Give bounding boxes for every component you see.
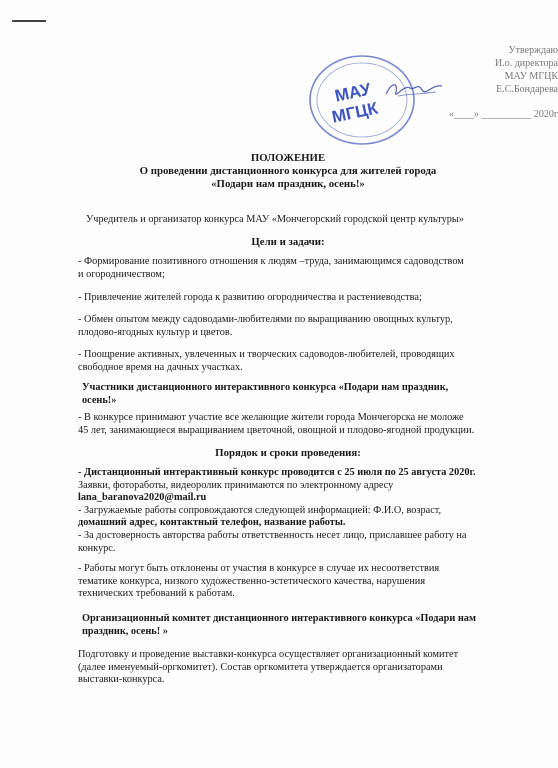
reject-line: тематике конкурса, низкого художественно-эстетического качества, нарушения — [78, 575, 426, 587]
order-line: конкурс. — [78, 542, 116, 554]
order-line: - Дистанционный интерактивный конкурс проводится с 25 июля по 25 августа 2020г. — [78, 467, 476, 478]
committee-text — [78, 649, 498, 687]
reject-line: технических требований к работам. — [78, 588, 235, 600]
goal-line: плодово-ягодных культур и цветов. — [78, 326, 233, 338]
goal-item — [78, 314, 498, 339]
committee-heading-line: праздник, осень! » — [82, 625, 168, 637]
contest-name: «Подари нам праздник, осень!» — [211, 178, 365, 190]
email-link[interactable]: lana_baranova2020@mail.ru — [78, 492, 207, 504]
goals-heading: Цели и задачи: — [251, 236, 325, 248]
founder-line: Учредитель и организатор конкурса МАУ «Мончегорский городской центр культуры» — [86, 214, 464, 225]
order-text — [78, 467, 498, 555]
order-line: - За достоверность авторства работы ответственность несет лицо, приславшее работу на — [78, 529, 467, 541]
approval-line: Утверждаю — [508, 45, 558, 56]
participants-heading — [82, 382, 502, 407]
goal-item — [78, 292, 498, 305]
participants-heading-line: Участники дистанционного интерактивного конкурса «Подари нам праздник, — [82, 382, 449, 393]
goal-item — [78, 349, 498, 374]
approval-block — [430, 44, 558, 121]
order-line: - Загружаемые работы сопровождаются следующей информацией: Ф.И.О, возраст, — [78, 504, 442, 516]
committee-line: Подготовку и проведение выставки-конкурса осуществляет организационный комитет — [78, 649, 459, 660]
scan-mark — [12, 20, 46, 22]
reject-text — [78, 563, 498, 601]
committee-heading-line: Организационный комитет дистанционного интерактивного конкурса «Подари нам — [82, 613, 476, 624]
approval-line: И.о. директора — [494, 58, 558, 69]
order-line: домашний адрес, контактный телефон, название работы. — [78, 517, 346, 529]
stamp-text-1: МАУ — [333, 79, 373, 106]
goal-line: - Привлечение жителей города к развитию огородничества и растениеводства; — [78, 292, 422, 303]
participants-heading-line: осень!» — [82, 394, 117, 406]
signature-icon — [384, 78, 444, 102]
goal-line: свободное время на дачных участках. — [78, 361, 243, 373]
order-line: Заявки, фотоработы, видеоролик принимаются по электронному адресу — [78, 479, 394, 491]
approval-date: «____» __________ 2020г — [448, 109, 558, 120]
participants-text — [78, 412, 498, 437]
goal-line: - Обмен опытом между садоводами-любителями по выращиванию овощных культур, — [78, 314, 453, 325]
document-title: ПОЛОЖЕНИЕ — [250, 152, 326, 164]
committee-line: выставки-конкурса. — [78, 674, 165, 686]
goal-line: - Поощрение активных, увлеченных и творческих садоводов-любителей, проводящих — [78, 349, 455, 360]
document-subtitle: О проведении дистанционного конкурса для жителей города — [139, 165, 437, 177]
goal-item — [78, 256, 498, 281]
reject-line: - Работы могут быть отклонены от участия в конкурсе в случае их несоответствия — [78, 563, 440, 574]
stamp-text-2: МГЦК — [330, 98, 380, 127]
goal-line: - Формирование позитивного отношения к людям –труда, занимающимся садоводством — [78, 256, 464, 267]
participants-line: 45 лет, занимающиеся выращиванием цветочной, овощной и плодово-ягодной продукции. — [78, 424, 475, 436]
approval-line: МАУ МГЦК — [504, 71, 558, 82]
goal-line: и огородничеством; — [78, 268, 165, 280]
founder-text — [86, 214, 506, 227]
approval-line: Е.С.Бондарева — [496, 84, 558, 95]
committee-line: (далее именуемый-оргкомитет). Состав оргкомитета утверждается организаторами — [78, 661, 443, 673]
participants-line: - В конкурсе принимают участие все желающие жители города Мончегорска не моложе — [78, 412, 464, 423]
committee-heading — [82, 613, 502, 638]
order-heading: Порядок и сроки проведения: — [215, 447, 361, 459]
